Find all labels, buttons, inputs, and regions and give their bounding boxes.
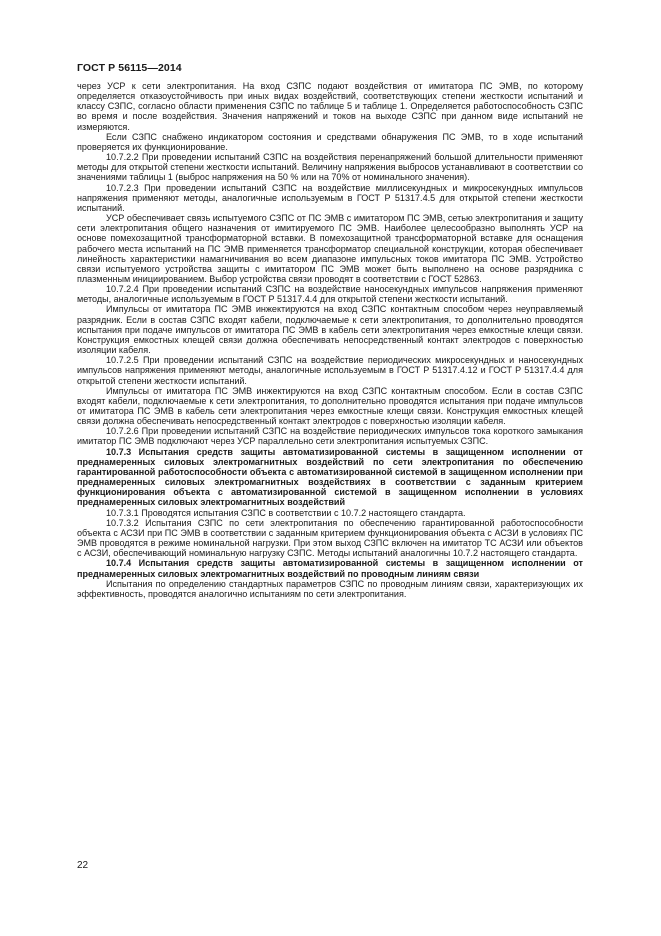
paragraph-10-7-3-2: 10.7.3.2 Испытания СЗПС по сети электропитания по обеспечению гарантированной работоспособности объекта с АСЗИ при ПС ЭМВ в соответствии с заданным критерием функционирования объекта с АСЗИ в условиях ПС ЭМВ проводятся в режиме номинальной нагрузки. При этом выход СЗПС включен на имитатор ТС АСЗИ или объектов с АСЗИ, обеспечивающий номинальную нагрузку СЗПС. Методы испытаний аналогичны 10.7.2 настоящего стандарта. [77,517,583,559]
paragraph-10-7-2-5: 10.7.2.5 При проведении испытаний СЗПС на воздействие периодических микросекундных и наносекундных импульсов напряжения применяют методы, аналогичные используемым в ГОСТ Р 51317.4.12 и ГОСТ Р 51317.4.4 для открытой степени жесткости испытаний. [77,355,583,386]
paragraph: Испытания по определению стандартных параметров СЗПС по проводным линиям связи, характеризующих их эффективность, проводятся аналогично испытаниям по сети электропитания. [77,578,583,599]
document-body [77,81,583,599]
paragraph-continuation: через УСР к сети электропитания. На вход СЗПС подают воздействия от имитатора ПС ЭМВ, по которому определяется отказоустойчивость при иных видах воздействий, соответствующих степени жесткости испытаний и классу СЗПС, согласно области применения СЗПС по таблице 5 и таблице 1. Определяется работоспособность СЗПС во время и после воздействия. Значения напряжений и токов на выходе СЗПС при данном виде испытаний не измеряются. [77,81,583,132]
section-heading-10-7-3: 10.7.3 Испытания средств защиты автоматизированной системы в защищенном исполнении от преднамеренных силовых электромагнитных воздействий по сети электропитания по обеспечению гарантированной работоспособности объекта с автоматизированной системой в защищенном исполнении при преднамеренных силовых электромагнитных воздействиях в соответствии с заданным критерием функционирования объекта с автоматизированной системой в защищенном исполнении в условиях преднамеренных силовых электромагнитных воздействий [77,446,583,508]
paragraph-10-7-2-4: 10.7.2.4 При проведении испытаний СЗПС на воздействие наносекундных импульсов напряжения применяют методы, аналогичные используемым в ГОСТ Р 51317.4.4 для открытой степени жесткости испытаний. [77,284,583,305]
section-heading-10-7-4: 10.7.4 Испытания средств защиты автоматизированной системы в защищенном исполнении от преднамеренных силовых электромагнитных воздействий по проводным линиям связи [77,558,583,579]
document-header: ГОСТ Р 56115—2014 [77,62,182,74]
paragraph: Импульсы от имитатора ПС ЭМВ инжектируются на вход СЗПС контактным способом. Если в состав СЗПС входят кабели, подключаемые к сети электропитания, то дополнительно проводятся испытания при подаче импульсов от имитатора ПС ЭМВ в кабель сети электропитания через емкостные клещи связи. Конструкция емкостных клещей связи должна обеспечивать непосредственный контакт электродов с поверхностью изоляции кабеля. [77,385,583,427]
paragraph: УСР обеспечивает связь испытуемого СЗПС от ПС ЭМВ с имитатором ПС ЭМВ, сетью электропитания и защиту сети электропитания общего назначения от имитируемого ПС ЭМВ. Наиболее целесообразно выполнять УСР на основе помехозащитной трансформаторной вставки. В помехозащитной трансформаторной вставке для оснащения рабочего места испытаний на ПС ЭМВ применяется трансформатор специальной конструкции, которая обеспечивает линейность характеристики намагничивания во всем диапазоне импульсных токов имитатора ПС ЭМВ. Устройство связи испытуемого устройства защиты с имитатором ПС ЭМВ может быть выполнено на основе разрядника с плазменным инициированием. Выбор устройства связи проводят в соответствии с ГОСТ 52863. [77,213,583,284]
paragraph-10-7-2-3: 10.7.2.3 При проведении испытаний СЗПС на воздействие миллисекундных и микросекундных импульсов напряжения применяют методы, аналогичные используемым в ГОСТ Р 51317.4.5 для открытой степени жесткости испытаний. [77,182,583,213]
page-number: 22 [77,860,89,871]
paragraph-10-7-2-6: 10.7.2.6 При проведении испытаний СЗПС на воздействие периодических импульсов тока короткого замыкания имитатор ПС ЭМВ подключают через УСР параллельно сети электропитания испытуемых СЗПС. [77,426,583,447]
paragraph: Если СЗПС снабжено индикатором состояния и средствами обнаружения ПС ЭМВ, то в ходе испытаний проверяется их функционирование. [77,131,583,152]
paragraph-10-7-3-1: 10.7.3.1 Проводятся испытания СЗПС в соответствии с 10.7.2 настоящего стандарта. [106,507,466,518]
paragraph-10-7-2-2: 10.7.2.2 При проведении испытаний СЗПС на воздействия перенапряжений большой длительности применяют методы для открытой степени жесткости испытаний. Величину напряжения выбросов устанавливают в соответствии со значениями таблицы 1 (выброс напряжения на 50 % или на 70% от номинального значения). [77,152,583,183]
paragraph: Импульсы от имитатора ПС ЭМВ инжектируются на вход СЗПС контактным способом через неуправляемый разрядник. Если в состав СЗПС входят кабели, подключаемые к сети электропитания, то дополнительно проводятся испытания при подаче импульсов от имитатора ПС ЭМВ в кабель сети электропитания через емкостные клещи связи. Конструкция емкостных клещей связи должна обеспечивать непосредственный контакт электродов с поверхностью изоляции кабеля. [77,304,583,356]
